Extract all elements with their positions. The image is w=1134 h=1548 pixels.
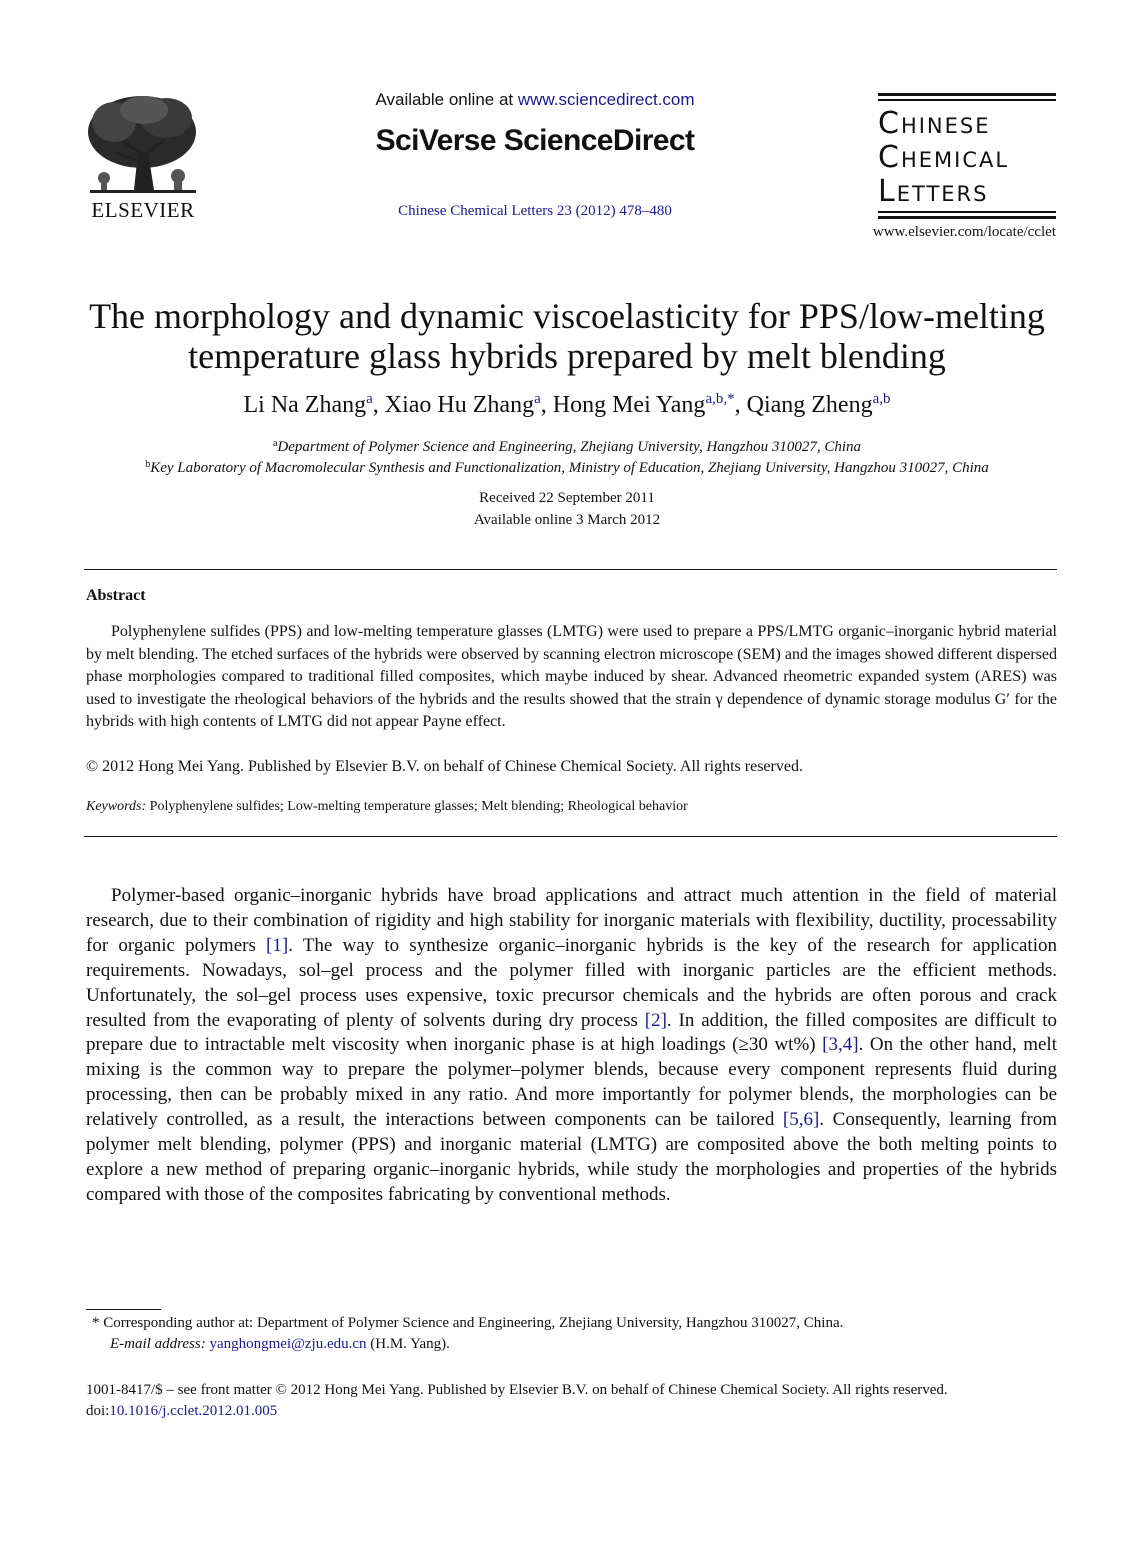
sciencedirect-link[interactable]: www.sciencedirect.com [517,90,695,109]
affiliation-text: Department of Polymer Science and Engineering, Zhejiang University, Hangzhou 310027, China [277,439,862,455]
abstract-rule-top [84,569,1057,570]
front-matter-line: 1001-8417/$ – see front matter © 2012 Hong Mei Yang. Published by Elsevier B.V. on behalf of Chinese Chemical Society. All rights reserved. [86,1382,948,1398]
article-title-line-1: The morphology and dynamic viscoelasticity for PPS/low-melting [89,296,1045,336]
journal-rule-top-thin [878,99,1056,101]
body-paragraph [86,884,1057,1208]
journal-title [878,104,1056,211]
abstract-heading: Abstract [86,587,146,604]
article-dates [60,487,1074,531]
author-name: Li Na Zhang [243,392,367,418]
body-text-segment: . On the other hand, melt mixing is the common way to prepare the polymer–polymer blends, because every component represents fluid during processing, then can be probably mixed in any ratio. And more importantly for polymer blends, the morphologies can be relatively controlled, as a result, the interactions between components can be tailored [86,1034,1057,1131]
author-affiliation-mark[interactable]: a [366,391,373,407]
doi-link[interactable]: 10.1016/j.cclet.2012.01.005 [109,1403,278,1419]
author-separator: , [734,392,747,418]
affiliation-mark: b [145,459,151,470]
abstract-copyright: © 2012 Hong Mei Yang. Published by Elsevier B.V. on behalf of Chinese Chemical Society. All rights reserved. [86,758,803,775]
article-title [60,296,1074,376]
tree-icon [84,92,202,196]
author-list [60,392,1074,419]
abstract-rule-bottom [84,836,1057,837]
affiliation-text: Key Laboratory of Macromolecular Synthesis and Functionalization, Ministry of Education, Zhejiang University, Hangzhou 310027, China [150,460,989,476]
reference-link[interactable]: [5,6] [782,1109,820,1131]
author-affiliation-mark[interactable]: a,b,* [705,391,735,407]
keywords-text: Polyphenylene sulfides; Low-melting temperature glasses; Melt blending; Rheological behavior [149,799,688,814]
email-note [110,1336,450,1353]
corresponding-author-note: * Corresponding author at: Department of Polymer Science and Engineering, Zhejiang University, Hangzhou 310027, China. [92,1315,844,1331]
reference-link[interactable]: [3,4] [822,1034,859,1056]
journal-title-box [878,93,1056,222]
body-text-segment: Polymer-based organic–inorganic hybrids have broad applications and attract much attention in the field of material research, due to their combination of rigidity and high stability for inorganic materials with flexibility, ductility, processability for organic polymers [86,885,1057,956]
author-name: Xiao Hu Zhang [384,392,535,418]
author-separator: , [540,392,553,418]
article-title-line-2: temperature glass hybrids prepared by melt blending [188,336,946,376]
journal-rule-top [878,93,1056,96]
affiliation-a [60,439,1074,456]
email-label: E-mail address: [110,1336,206,1352]
journal-title-line-2: Chemical [878,140,1010,175]
available-online-line [330,90,740,110]
available-online-date: Available online 3 March 2012 [473,512,661,528]
body-text-segment: . Consequently, learning from polymer melt blending, polymer (PPS) and inorganic material (LMTG) are composited above the both melting points to explore a new method of preparing organic–inorganic hybrids, while study the morphologies and properties of the hybrids compared with those of the composites fabricating by conventional methods. [86,1109,1057,1205]
body-text-segment: . The way to synthesize organic–inorganic hybrids is the key of the research for application requirements. Nowadays, sol–gel process and the polymer filled with inorganic particles are the efficient methods. Unfortunately, the sol–gel process uses expensive, toxic precursor chemicals and the hybrids are often porous and crack resulted from the evaporating of plenty of solvents during dry process [86,934,1057,1031]
keywords-line [86,799,688,815]
available-prefix: Available online at [375,90,518,109]
email-suffix: (H.M. Yang). [366,1336,450,1352]
doi-line [86,1403,277,1420]
journal-citation-link[interactable]: Chinese Chemical Letters 23 (2012) 478–480 [398,203,672,219]
journal-title-line-3: Letters [878,174,989,209]
reference-link[interactable]: [1] [266,934,289,956]
affiliation-b [60,460,1074,477]
received-date: Received 22 September 2011 [479,490,655,506]
author-affiliation-mark[interactable]: a,b [872,391,891,407]
keywords-label: Keywords: [86,799,147,814]
abstract-text: Polyphenylene sulfides (PPS) and low-melting temperature glasses (LMTG) were used to prepare a PPS/LMTG organic–inorganic hybrid material by melt blending. The etched surfaces of the hybrids were observed by scanning electron microscope (SEM) and the images showed different dispersed phase morphologies compared to traditional filled composites, which maybe induced by shear. Advanced rheometric expanded system (ARES) was used to investigate the rheological behaviors of the hybrids and the results showed that the strain γ dependence of dynamic storage modulus G′ for the hybrids with high contents of LMTG did not appear Payne effect. [86,623,1057,731]
footnote-rule [86,1309,161,1310]
journal-rule-bottom-thin [878,211,1056,213]
sciencedirect-brand: SciVerse ScienceDirect [375,124,695,157]
journal-title-line-1: Chinese [878,106,991,141]
email-link[interactable]: yanghongmei@zju.edu.cn [209,1336,367,1352]
author-affiliation-mark[interactable]: a [534,391,541,407]
affiliation-mark: a [272,438,278,449]
author-name: Hong Mei Yang [552,392,706,418]
journal-url[interactable]: www.elsevier.com/locate/cclet [872,224,1056,240]
publisher-name: ELSEVIER [91,198,195,222]
author-separator: , [372,392,385,418]
reference-link[interactable]: [2] [644,1009,667,1031]
journal-rule-bottom [878,216,1056,219]
author-name: Qiang Zheng [746,392,873,418]
doi-prefix: doi: [86,1403,110,1419]
body-text-segment: . In addition, the filled composites are difficult to prepare due to intractable melt viscosity when inorganic phase is at high loadings (≥30 wt%) [86,1009,1057,1056]
